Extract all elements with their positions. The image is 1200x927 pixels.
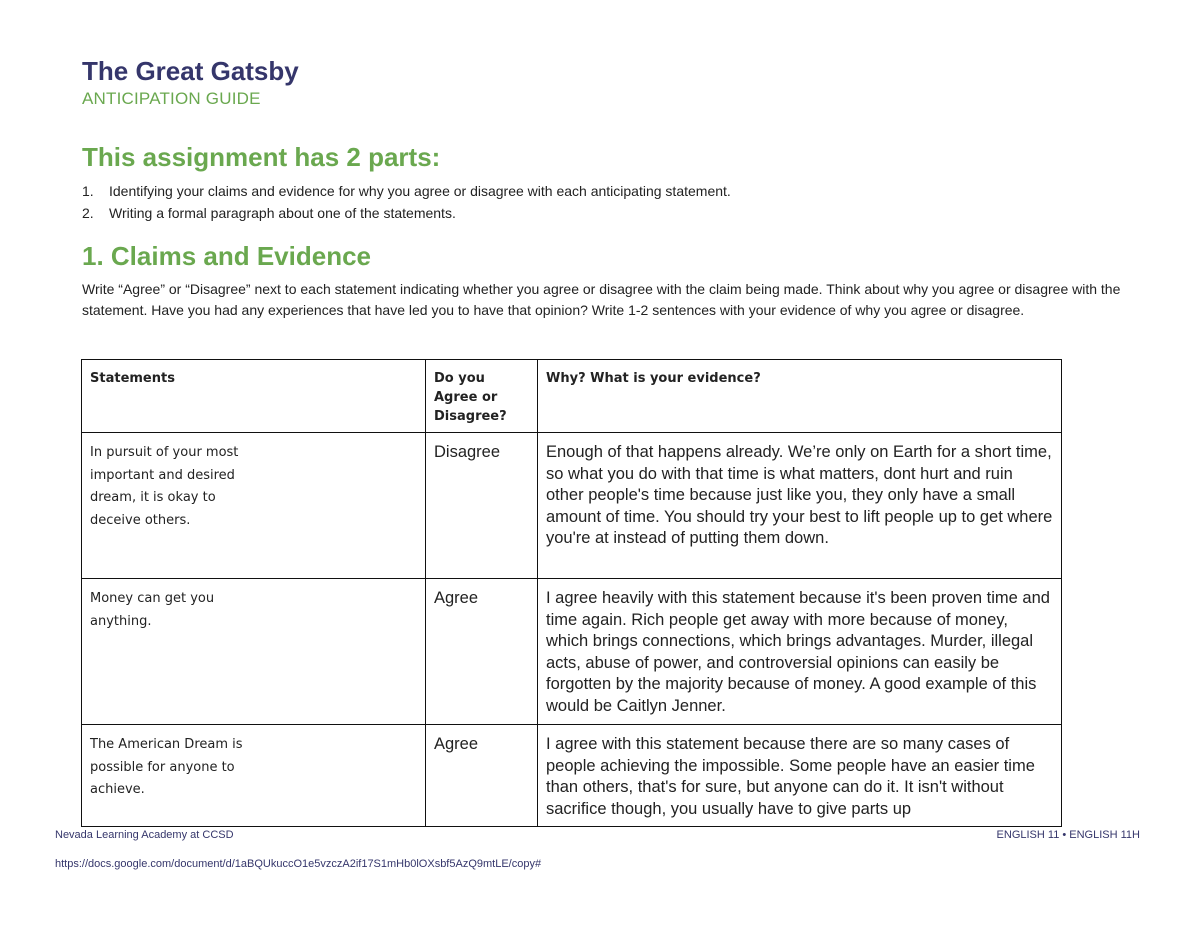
statement-cell: In pursuit of your most important and desired dream, it is okay to deceive others.: [82, 433, 426, 579]
assignment-heading: This assignment has 2 parts:: [82, 142, 441, 172]
document-title: The Great Gatsby: [82, 56, 299, 86]
evidence-cell[interactable]: I agree heavily with this statement because it's been proven time and time again. Rich people get away with more because of money, which brings connections, which brings advantages. Murder, illegal acts, abuse of power, and controversial opinions can easily be forgotten by the majority because of money. A good example of this would be Caitlyn Jenner.: [538, 579, 1062, 725]
evidence-cell[interactable]: I agree with this statement because there are so many cases of people achieving the impossible. Some people have an easier time than others, that's for sure, but anyone can do it. It isn't without sacrifice though, you usually have to give parts up: [538, 725, 1062, 827]
list-item: [82, 180, 731, 202]
header-agree: Do you Agree or Disagree?: [426, 360, 538, 433]
table-header-row: [82, 360, 1062, 433]
table-row: [82, 725, 1062, 827]
section-intro: Write “Agree” or “Disagree” next to each statement indicating whether you agree or disagree with the claim being made. Think about why you agree or disagree with the statement. Have you had any experiences that have led you to have that opinion? Write 1-2 sentences with your evidence of why you agree or disagree.: [82, 281, 1121, 318]
anticipation-table: [81, 359, 1062, 827]
list-text: Identifying your claims and evidence for why you agree or disagree with each anticipating statement.: [109, 183, 731, 199]
statement-cell: Money can get you anything.: [82, 579, 426, 725]
list-text: Writing a formal paragraph about one of the statements.: [109, 205, 456, 221]
answer-cell[interactable]: Disagree: [426, 433, 538, 579]
document-subtitle: ANTICIPATION GUIDE: [82, 89, 261, 108]
footer-school: Nevada Learning Academy at CCSD: [55, 829, 234, 841]
document-url[interactable]: https://docs.google.com/document/d/1aBQUkuccO1e5vzczA2if17S1mHb0lOXsbf5AzQ9mtLE/copy#: [55, 858, 542, 870]
evidence-cell[interactable]: Enough of that happens already. We’re only on Earth for a short time, so what you do with that time is what matters, dont hurt and ruin other people's time because just like you, they only have a small amount of time. You should try your best to lift people up to get where you're at instead of putting them down.: [538, 433, 1062, 579]
list-number: 1.: [82, 183, 94, 199]
statement-cell: The American Dream is possible for anyone to achieve.: [82, 725, 426, 827]
footer-course: ENGLISH 11 • ENGLISH 11H: [996, 829, 1140, 841]
parts-list: [82, 180, 731, 224]
table-row: [82, 579, 1062, 725]
answer-cell[interactable]: Agree: [426, 725, 538, 827]
list-item: [82, 202, 731, 224]
section-heading-claims: 1. Claims and Evidence: [82, 241, 372, 271]
header-evidence: Why? What is your evidence?: [538, 360, 1062, 433]
header-statements: Statements: [82, 360, 426, 433]
table-row: [82, 433, 1062, 579]
list-number: 2.: [82, 205, 94, 221]
answer-cell[interactable]: Agree: [426, 579, 538, 725]
